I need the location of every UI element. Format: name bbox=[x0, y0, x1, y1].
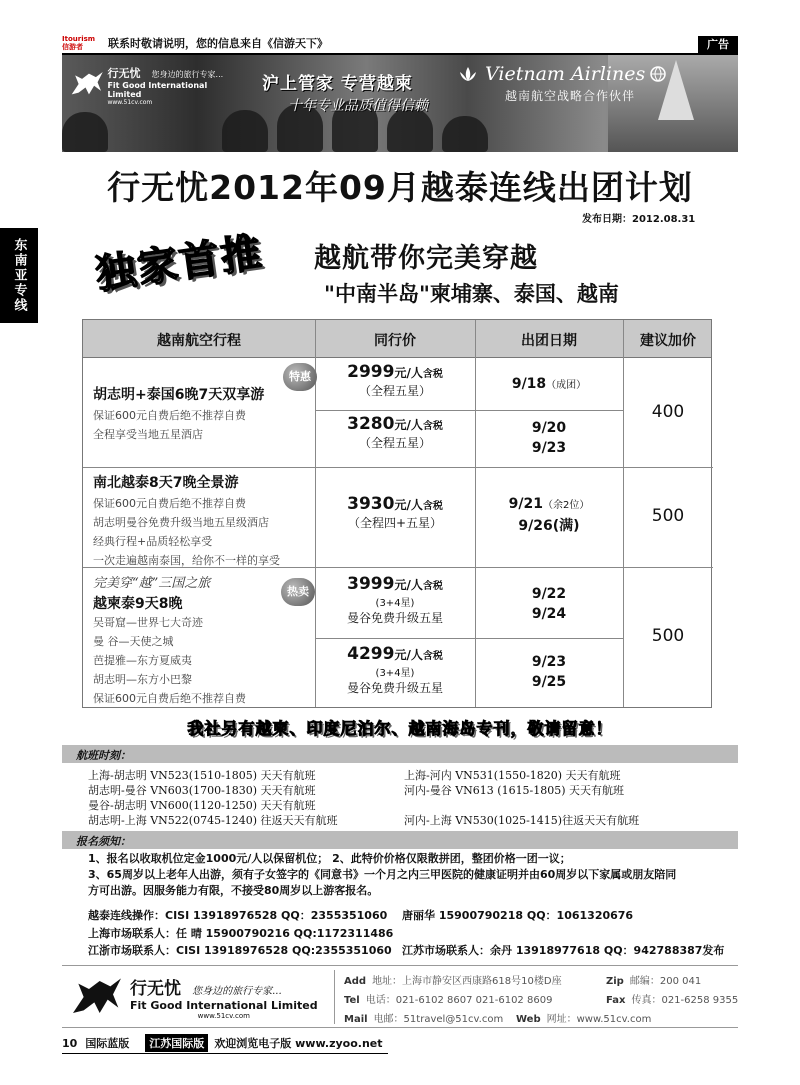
tour-date: 9/23 bbox=[531, 654, 567, 670]
header-markup: 建议加价 bbox=[640, 333, 696, 349]
banner-company-en: Fit Good International Limited bbox=[107, 81, 208, 99]
footer-company-url: www.51cv.com bbox=[197, 1012, 250, 1020]
subtitle-2: "中南半岛"柬埔寨、泰国、越南 bbox=[324, 282, 619, 306]
price-cell bbox=[315, 494, 475, 531]
tour-date: 9/23 bbox=[531, 440, 567, 456]
fax-label: Fax bbox=[606, 995, 626, 1006]
route-cell bbox=[93, 572, 313, 708]
price-tax: 含税 bbox=[422, 369, 443, 380]
contact-entry: 江浙市场联系人：CISI 13918976528 QQ:2355351060 bbox=[88, 944, 392, 957]
registration-section-bar bbox=[62, 831, 738, 849]
banner-photo-figure bbox=[222, 110, 268, 152]
dates-cell bbox=[475, 374, 623, 396]
flight-row: 胡志明-曼谷 VN603(1700-1830) 天天有航班 bbox=[88, 784, 316, 797]
tel-label: Tel bbox=[344, 995, 360, 1006]
route-detail: 保证600元自费后绝不推荐自费 bbox=[93, 409, 246, 422]
markup-value: 400 bbox=[651, 402, 685, 422]
banner-company-name: 行无忧 bbox=[107, 67, 141, 80]
banner bbox=[62, 55, 738, 152]
date-note: （成团） bbox=[546, 380, 587, 391]
route-detail: 曼 谷—天使之城 bbox=[93, 635, 174, 648]
footer-company-slogan: 您身边的旅行专家... bbox=[192, 986, 282, 997]
dates-cell bbox=[475, 652, 623, 692]
table-header bbox=[83, 320, 711, 358]
tour-date: 9/24 bbox=[531, 606, 567, 622]
company-email[interactable]: 电邮：51travel@51cv.com bbox=[373, 1014, 504, 1025]
price-value: 3930 bbox=[347, 494, 395, 514]
route-detail: 胡志明—东方小巴黎 bbox=[93, 673, 192, 686]
date-note: (满) bbox=[552, 518, 580, 534]
exclusive-stamp: 独家首推 bbox=[92, 228, 266, 299]
price-tax: 含税 bbox=[422, 581, 443, 592]
publication-logo: Itourism 信游者 bbox=[62, 35, 96, 51]
dates-cell bbox=[475, 584, 623, 624]
route-cell bbox=[93, 472, 313, 570]
footer-divider bbox=[334, 970, 335, 1024]
price-tax: 含税 bbox=[422, 501, 443, 512]
page-number: 10 bbox=[62, 1036, 78, 1050]
flight-row: 上海-河内 VN531(1550-1820) 天天有航班 bbox=[404, 769, 621, 782]
registration-line: 1、报名以收取机位定金1000元/人以保留机位； 2、此特价价格仅限散拼团，整团价格一团一议； bbox=[88, 852, 571, 865]
company-fax: 传真：021-6258 9355 bbox=[631, 995, 739, 1006]
route-name: 越柬泰9天8晚 bbox=[93, 596, 183, 612]
price-star-note: (3+4星) bbox=[375, 598, 415, 609]
page-title: 行无忧2012年09月越泰连线出团计划 bbox=[107, 168, 693, 207]
route-detail: 保证600元自费后绝不推荐自费 bbox=[93, 692, 246, 705]
row-divider bbox=[83, 467, 713, 468]
footer-company-en: Fit Good International Limited bbox=[130, 999, 318, 1012]
contact-entry: 江苏市场联系人：余丹 13918977618 QQ：942788387发布 bbox=[402, 944, 725, 957]
route-detail: 芭提雅—东方夏威夷 bbox=[93, 654, 192, 667]
price-cell bbox=[315, 414, 475, 451]
flight-row: 上海-胡志明 VN523(1510-1805) 天天有航班 bbox=[88, 769, 316, 782]
flight-row: 河内-上海 VN530(1025-1415)往返天天有航班 bbox=[404, 814, 640, 827]
price-unit: 元/人 bbox=[394, 578, 423, 592]
mail-label: Mail bbox=[344, 1014, 368, 1025]
price-cell bbox=[315, 574, 475, 626]
web-label: Web bbox=[516, 1014, 541, 1025]
footer-company-name: 行无忧 bbox=[130, 979, 181, 999]
flight-row: 胡志明-上海 VN522(0745-1240) 往返天天有航班 bbox=[88, 814, 338, 827]
price-star-note: (3+4星) bbox=[375, 668, 415, 679]
contact-entry: 唐丽华 15900790218 QQ：1061320676 bbox=[402, 909, 634, 922]
registration-line: 3、65周岁以上老年人出游，须有子女签字的《同意书》一个月之内三甲医院的健康证明并由60周岁以下家属或朋友陪同 bbox=[88, 868, 677, 881]
tour-date: 9/26 bbox=[518, 518, 553, 534]
ebook-link[interactable]: 欢迎浏览电子版 www.zyoo.net bbox=[214, 1037, 383, 1050]
price-unit: 元/人 bbox=[394, 366, 423, 380]
company-address: 地址：上海市静安区西康路618号10楼D座 bbox=[372, 976, 562, 987]
flight-row: 河内-曼谷 VN613 (1615-1805) 天天有航班 bbox=[404, 784, 625, 797]
header-route: 越南航空行程 bbox=[157, 333, 241, 349]
header-price: 同行价 bbox=[374, 333, 416, 349]
notice-banner: 我社另有越柬、印度尼泊尔、越南海岛专刊，敬请留意！ bbox=[187, 719, 613, 738]
route-cell bbox=[93, 384, 313, 444]
banner-company-slogan: 您身边的旅行专家... bbox=[151, 70, 224, 79]
dates-cell bbox=[475, 418, 623, 458]
flights-section-bar bbox=[62, 745, 738, 763]
price-unit: 元/人 bbox=[394, 648, 423, 662]
top-bar bbox=[62, 33, 738, 53]
route-tagline: 完美穿“越”三国之旅 bbox=[93, 576, 211, 591]
route-name: 胡志明+泰国6晚7天双享游 bbox=[93, 387, 265, 403]
registration-line: 方可出游。因服务能力有限，不接受80周岁以上游客报名。 bbox=[88, 884, 379, 897]
company-info-box bbox=[62, 965, 738, 1028]
banner-company-url: www.51cv.com bbox=[107, 99, 153, 106]
sub-row-divider bbox=[315, 638, 623, 639]
price-unit: 元/人 bbox=[394, 498, 423, 512]
price-note: 曼谷免费升级五星 bbox=[346, 681, 443, 695]
address-label: Add bbox=[344, 976, 367, 987]
banner-slogan-2: 十年专业品质值得信赖 bbox=[288, 98, 428, 114]
price-cell bbox=[315, 644, 475, 696]
company-tel: 电话：021-6102 8607 021-6102 8609 bbox=[365, 995, 553, 1006]
airline-logo bbox=[455, 63, 715, 104]
company-website[interactable]: 网址：www.51cv.com bbox=[546, 1014, 652, 1025]
price-note: 曼谷免费升级五星 bbox=[346, 611, 443, 625]
tour-date: 9/18 bbox=[511, 376, 547, 392]
ad-tag: 广告 bbox=[698, 36, 738, 53]
contact-entry: 上海市场联系人：任 晴 15900790216 QQ:1172311486 bbox=[88, 927, 394, 940]
banner-company-logo bbox=[70, 61, 225, 107]
hot-sale-badge: 热卖 bbox=[281, 578, 315, 606]
banner-photo-figure bbox=[442, 116, 488, 152]
banner-slogan-1: 沪上管家 专营越柬 bbox=[262, 74, 413, 94]
price-cell bbox=[315, 362, 475, 399]
route-detail: 保证600元自费后绝不推荐自费 bbox=[93, 497, 246, 510]
tour-date: 9/25 bbox=[531, 674, 567, 690]
tour-date: 9/21 bbox=[508, 496, 543, 512]
flights-section-title: 航班时刻： bbox=[76, 749, 131, 762]
date-note: （余2位） bbox=[542, 500, 590, 511]
route-name: 南北越泰8天7晚全景游 bbox=[93, 475, 239, 491]
tour-date: 9/22 bbox=[531, 586, 567, 602]
page-footer bbox=[62, 1034, 738, 1052]
special-offer-badge: 特惠 bbox=[283, 363, 317, 391]
airline-partner-text: 越南航空战略合作伙伴 bbox=[505, 89, 636, 103]
route-detail: 吴哥窟—世界七大奇迹 bbox=[93, 616, 203, 629]
airline-name-en: Vietnam Airlines bbox=[485, 63, 646, 85]
registration-section-title: 报名须知： bbox=[76, 835, 131, 848]
company-zip: 邮编：200 041 bbox=[629, 976, 702, 987]
route-detail: 经典行程+品质轻松享受 bbox=[93, 535, 213, 548]
side-section-tab: 东南亚专线 bbox=[0, 228, 38, 323]
sub-row-divider bbox=[315, 410, 623, 411]
horse-logo-icon bbox=[70, 973, 124, 1021]
banner-photo-figure bbox=[62, 112, 108, 152]
horse-logo-icon bbox=[70, 66, 104, 102]
markup-value: 500 bbox=[651, 506, 685, 526]
tour-date: 9/20 bbox=[531, 420, 567, 436]
route-detail: 胡志明曼谷免费升级当地五星级酒店 bbox=[93, 516, 269, 529]
tour-table bbox=[82, 319, 712, 708]
price-note: （全程五星） bbox=[358, 436, 431, 450]
price-note: （全程四+五星） bbox=[347, 516, 443, 530]
edition-name: 国际蓝版 bbox=[85, 1037, 130, 1050]
source-note: 联系时敬请说明，您的信息来自《信游天下》 bbox=[108, 37, 328, 50]
header-dates: 出团日期 bbox=[521, 333, 577, 349]
price-tax: 含税 bbox=[422, 421, 443, 432]
dates-cell bbox=[475, 494, 623, 536]
price-value: 3280 bbox=[347, 414, 395, 434]
lotus-icon bbox=[455, 65, 481, 83]
contact-entry: 越泰连线操作：CISI 13918976528 QQ：2355351060 bbox=[88, 909, 388, 922]
bottom-rule bbox=[62, 1053, 388, 1054]
markup-value: 500 bbox=[651, 626, 685, 646]
price-tax: 含税 bbox=[422, 651, 443, 662]
price-value: 2999 bbox=[347, 362, 395, 382]
globe-icon bbox=[649, 65, 667, 83]
zip-label: Zip bbox=[606, 976, 624, 987]
footer-company-logo bbox=[70, 970, 330, 1024]
route-detail: 一次走遍越南泰国，给你不一样的享受 bbox=[93, 554, 280, 567]
region-label: 江苏国际版 bbox=[145, 1034, 208, 1052]
flight-row: 曼谷-胡志明 VN600(1120-1250) 天天有航班 bbox=[88, 799, 316, 812]
price-note: （全程五星） bbox=[358, 384, 431, 398]
publish-date: 发布日期：2012.08.31 bbox=[582, 214, 696, 225]
price-unit: 元/人 bbox=[394, 418, 423, 432]
route-detail: 全程享受当地五星酒店 bbox=[93, 428, 203, 441]
price-value: 4299 bbox=[347, 644, 395, 664]
price-value: 3999 bbox=[347, 574, 395, 594]
registration-notes bbox=[88, 851, 728, 899]
subtitle-1: 越航带你完美穿越 bbox=[314, 243, 538, 274]
